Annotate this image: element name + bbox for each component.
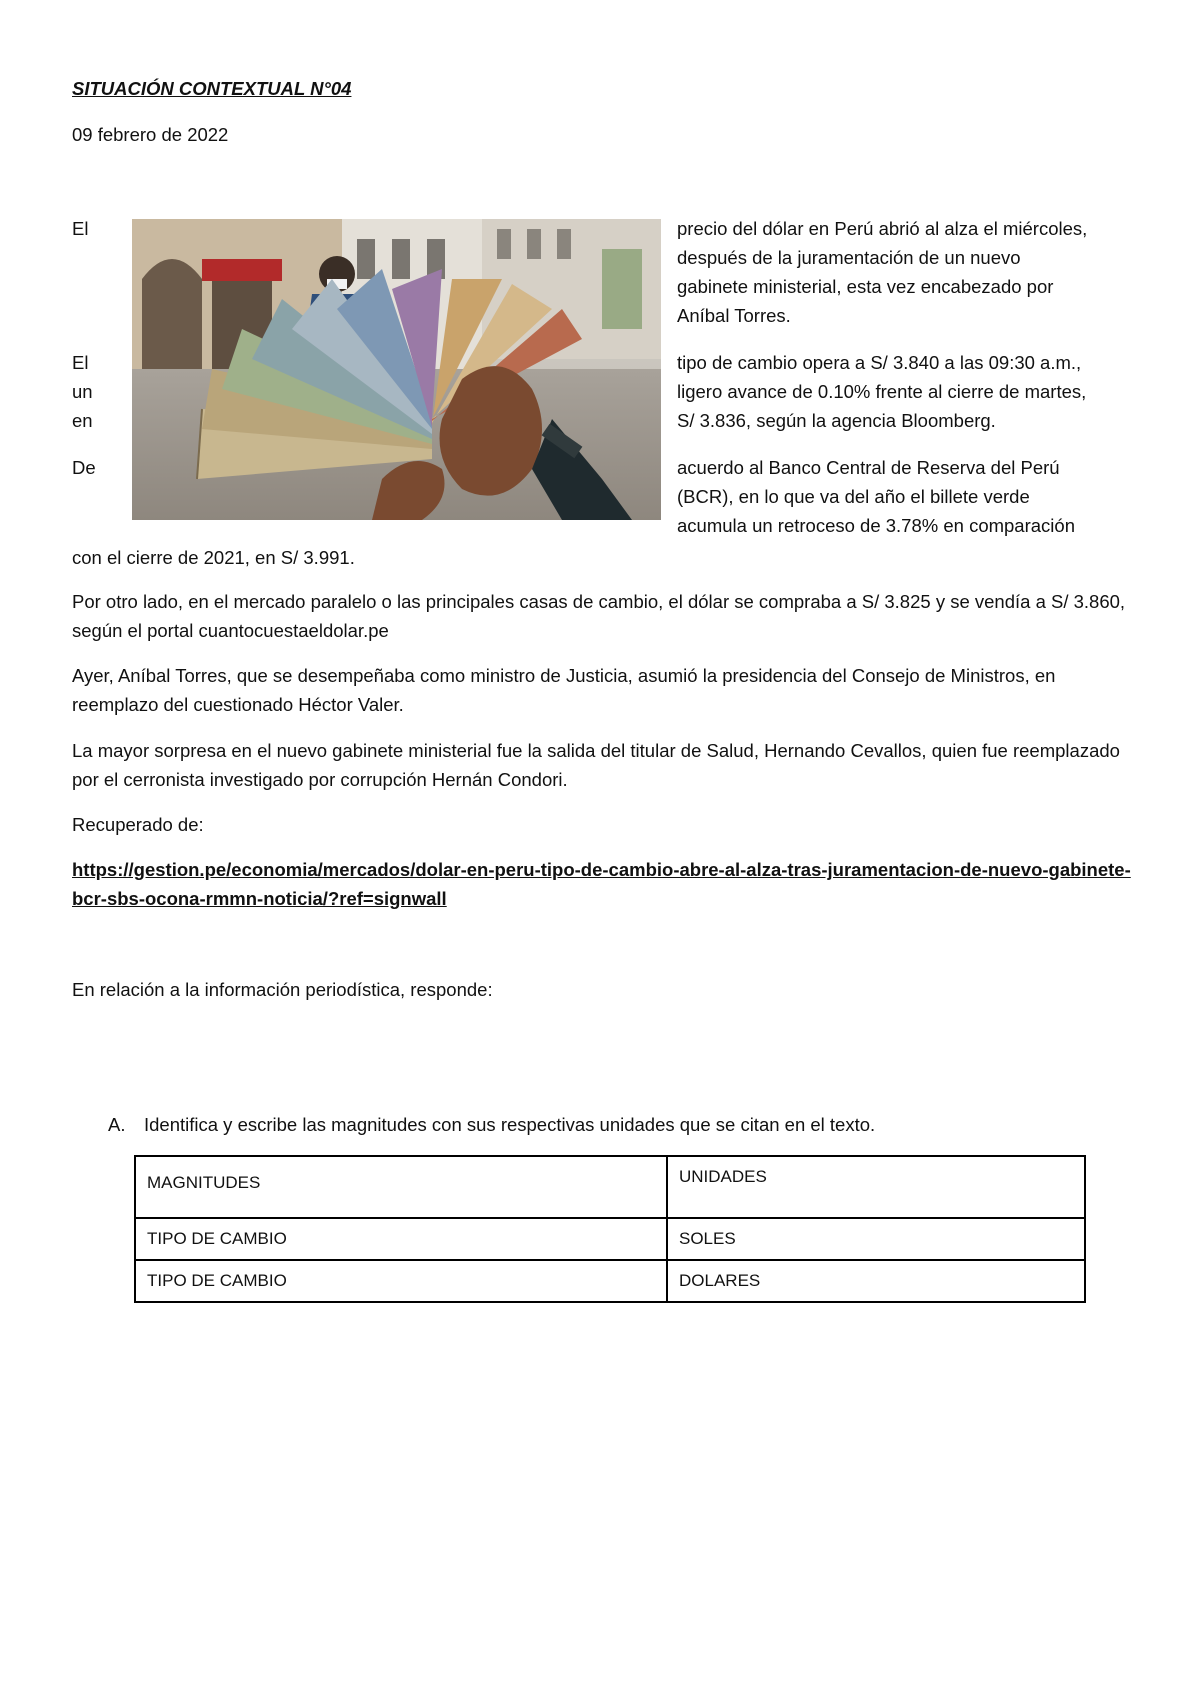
table-row bbox=[135, 1218, 1085, 1260]
magnitudes-table bbox=[134, 1155, 1086, 1303]
news-photo bbox=[132, 219, 661, 520]
source-label: Recuperado de: bbox=[72, 814, 204, 835]
question-text: Identifica y escribe las magnitudes con sus respectivas unidades que se citan en el texto. bbox=[144, 1114, 876, 1135]
block3-continuation: con el cierre de 2021, en S/ 3.991. bbox=[72, 547, 355, 568]
paragraph-cabinet-surprise: La mayor sorpresa en el nuevo gabinete ministerial fue la salida del titular de Salud, Hernando Cevallos, quien fue reemplazado por el cerronista investigado por corrupción Hernán Condori. bbox=[72, 740, 1120, 790]
block2-line: tipo de cambio opera a S/ 3.840 a las 09:30 a.m., bbox=[677, 352, 1082, 373]
table-cell: TIPO DE CAMBIO bbox=[135, 1218, 667, 1260]
block2-text bbox=[677, 348, 1137, 435]
question-letter: A. bbox=[108, 1114, 126, 1135]
source-link-wrap bbox=[72, 855, 1132, 913]
block3-line: (BCR), en lo que va del año el billete verde bbox=[677, 486, 1030, 507]
question-a bbox=[108, 1110, 875, 1139]
paragraph-anibal-torres: Ayer, Aníbal Torres, que se desempeñaba como ministro de Justicia, asumió la presidencia del Consejo de Ministros, en reemplazo del cuestionado Héctor Valer. bbox=[72, 665, 1056, 715]
table-cell: SOLES bbox=[667, 1218, 1085, 1260]
block2-line: S/ 3.836, según la agencia Bloomberg. bbox=[677, 410, 996, 431]
document-title: SITUACIÓN CONTEXTUAL N°04 bbox=[72, 78, 352, 99]
block1-line: Aníbal Torres. bbox=[677, 305, 791, 326]
block3-left-word: De bbox=[72, 457, 96, 478]
paragraph-parallel-market: Por otro lado, en el mercado paralelo o las principales casas de cambio, el dólar se compraba a S/ 3.825 y se vendía a S/ 3.860, según el portal cuantocuestaeldolar.pe bbox=[72, 591, 1126, 641]
source-link[interactable]: https://gestion.pe/economia/mercados/dolar-en-peru-tipo-de-cambio-abre-al-alza-tras-juramentacion-de-nuevo-gabinete-bcr-sbs-ocona-rmmn-noticia/?ref=signwall bbox=[72, 859, 1131, 909]
table-header-cell: UNIDADES bbox=[667, 1156, 1085, 1218]
table-row bbox=[135, 1260, 1085, 1302]
block1-line: gabinete ministerial, esta vez encabezado por bbox=[677, 276, 1054, 297]
block2-left-word: El bbox=[72, 352, 89, 373]
block2-line: ligero avance de 0.10% frente al cierre de martes, bbox=[677, 381, 1087, 402]
block3-line: acuerdo al Banco Central de Reserva del Perú bbox=[677, 457, 1060, 478]
block3-line: acumula un retroceso de 3.78% en comparación bbox=[677, 515, 1075, 536]
block1-left-word: El bbox=[72, 218, 89, 239]
prompt-text: En relación a la información periodística, responde: bbox=[72, 979, 493, 1000]
photo-banknotes-icon bbox=[132, 219, 661, 520]
table-header-cell: MAGNITUDES bbox=[135, 1156, 667, 1218]
block1-line: precio del dólar en Perú abrió al alza el miércoles, bbox=[677, 218, 1088, 239]
table-header-row bbox=[135, 1156, 1085, 1218]
table-cell: TIPO DE CAMBIO bbox=[135, 1260, 667, 1302]
block3-text bbox=[677, 453, 1137, 540]
block2-left-word: en bbox=[72, 410, 93, 431]
table-cell: DOLARES bbox=[667, 1260, 1085, 1302]
block1-text bbox=[677, 214, 1137, 330]
document-date: 09 febrero de 2022 bbox=[72, 124, 229, 145]
block2-left-words bbox=[72, 348, 93, 435]
block2-left-word: un bbox=[72, 381, 93, 402]
block1-line: después de la juramentación de un nuevo bbox=[677, 247, 1021, 268]
